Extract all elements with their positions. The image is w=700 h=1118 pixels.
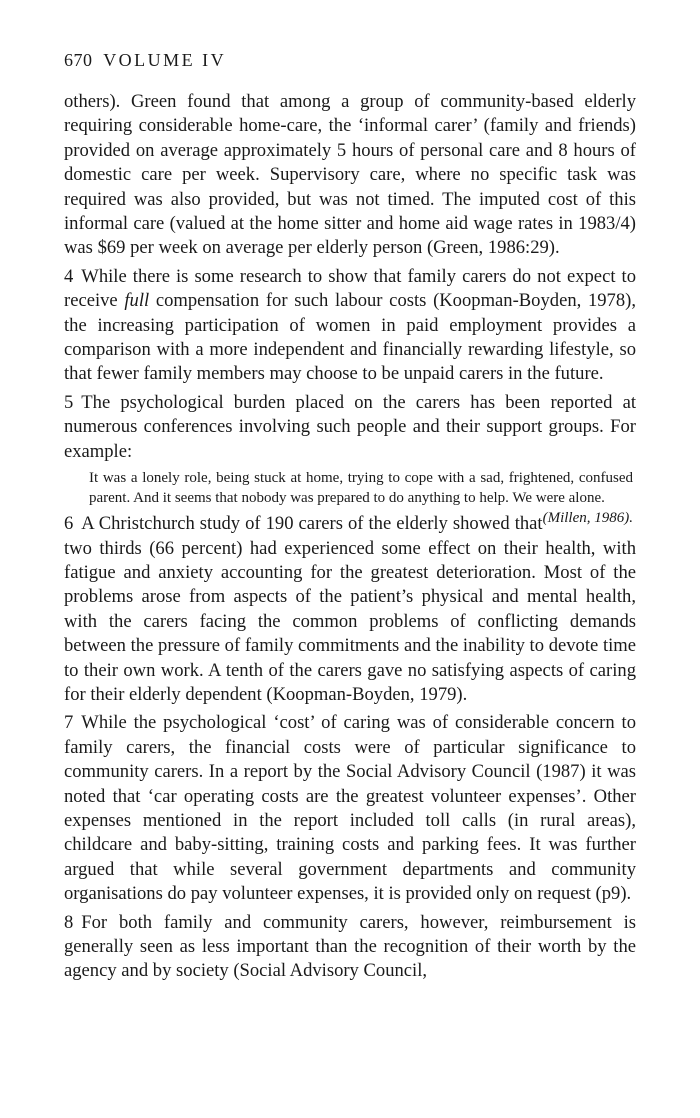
- paragraph-continued: [64, 90, 636, 261]
- paragraph-text-before: While there is some research to show that family carers do not expect to receive: [64, 265, 636, 312]
- paragraph-text: The psychological burden placed on the carers has been reported at numerous conferences involving such people and their support groups. For example:: [64, 391, 636, 462]
- paragraph-6: [64, 512, 636, 707]
- paragraph-number: 5: [64, 391, 74, 413]
- quote-text: It was a lonely role, being stuck at home, trying to cope with a sad, frightened, confused parent. And it seems that nobody was prepared to do anything to help. We were alone.: [89, 470, 633, 507]
- paragraph-5: [64, 391, 636, 464]
- paragraph-text-after: compensation for such labour costs (Koopman-Boyden, 1978), the increasing participation of women in paid employment provides a comparison with a more independent and financially rewarding lifestyle, so that fewer family members may choose to be unpaid carers in the future.: [64, 290, 636, 385]
- paragraph-number: 6: [64, 513, 74, 535]
- page-number: 670: [64, 50, 93, 70]
- running-head: [64, 50, 636, 76]
- paragraph-text: While the psychological ‘cost’ of caring was of considerable concern to family carers, the financial costs were of particular significance to community carers. In a report by the Social Advisory Council (1987) it was noted that ‘car operating costs are the greatest volunteer expenses’. Other expenses mentioned in the report included toll calls (in rural areas), childcare and baby-sitting, training costs and parking fees. It was further argued that while several government departments and community organisations do pay volunteer expenses, it is provided only on request (p9).: [64, 712, 636, 905]
- paragraph-number: 7: [64, 712, 74, 734]
- document-page: [64, 50, 636, 988]
- emphasis-text: full: [124, 290, 150, 312]
- block-quote: [64, 468, 636, 527]
- paragraph-number: 8: [64, 911, 74, 933]
- paragraph-number: 4: [64, 265, 74, 287]
- quote-citation: (Millen, 1986).: [542, 510, 633, 527]
- paragraph-text: others). Green found that among a group of community-based elderly requiring considerable home-care, the ‘informal carer’ (family and friends) provided on average approximately 5 hours of personal care and 8 hours of domestic care per week. Supervisory care, where no specific task was required was also provided, but was not timed. The imputed cost of this informal care (valued at the home sitter and home aid wage rates in 1983/4) was $69 per week on average per elderly person (Green, 1986:29).: [64, 91, 636, 259]
- paragraph-text: For both family and community carers, however, reimbursement is generally seen as less important than the recognition of their worth by the agency and by society (Social Advisory Council,: [64, 911, 636, 982]
- paragraph-4: [64, 265, 636, 387]
- volume-label: VOLUME IV: [103, 50, 227, 70]
- paragraph-text: A Christchurch study of 190 carers of the elderly showed that two thirds (66 percent) had experienced some effect on their health, with fatigue and anxiety accounting for the greatest deterioration. Most of the problems arose from aspects of the patient’s physical and mental health, with the carers facing the common problems of conflicting demands between the pressure of family commitments and the inability to devote time to their own work. A tenth of the carers gave no satisfying aspects of caring for their elderly dependent (Koopman-Boyden, 1979).: [64, 513, 636, 705]
- paragraph-8: [64, 911, 636, 984]
- paragraph-7: [64, 711, 636, 906]
